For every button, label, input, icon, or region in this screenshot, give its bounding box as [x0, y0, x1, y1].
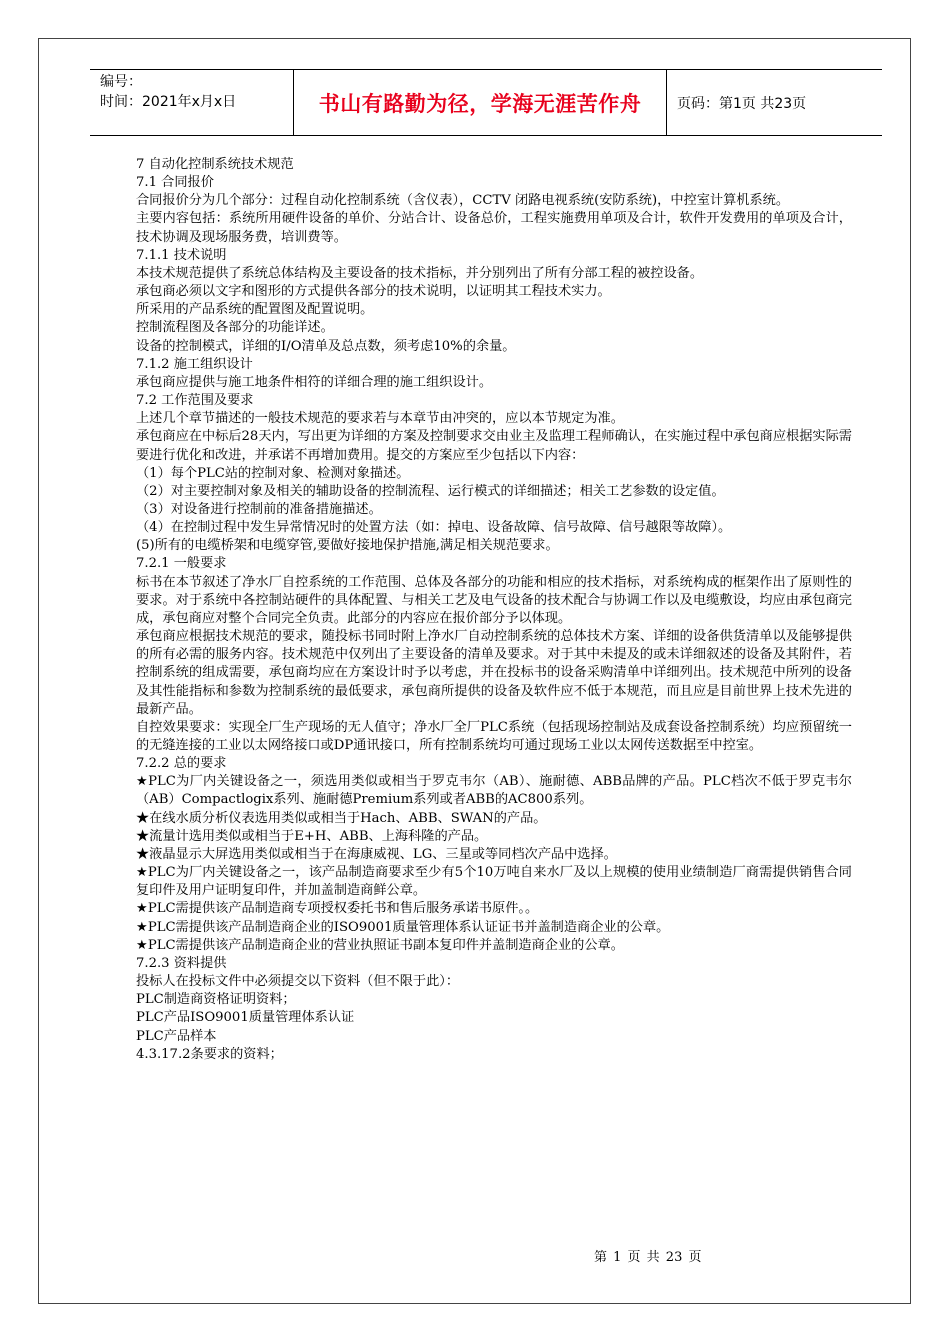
requirement-item: ★在线水质分析仪表选用类似或相当于Hach、ABB、SWAN的产品。 — [136, 810, 547, 826]
body-paragraph: 标书在本节叙述了净水厂自控系统的工作范围、总体及各部分的功能和相应的技术指标，对系统构成的框架作出了原则性的要求。对于系统中各控制站硬件的具体配置、与相关工艺及电气设备的技术配合与协调工作以及电缆敷设，均应由承包商完成，承包商应对整个合同完全负责。此部分的内容应在报价部分予以体现。 — [136, 574, 852, 626]
requirement-item: ★PLC为厂内关键设备之一，须选用类似或相当于罗克韦尔（AB）、施耐德、ABB品牌的产品。PLC档次不低于罗克韦尔（AB）Compactlogix系列、施耐德Premium系列或者ABB的AC800系列。 — [136, 774, 852, 808]
section-heading: 7.2.2 总的要求 — [136, 756, 227, 772]
list-item: PLC产品ISO9001质量管理体系认证 — [136, 1010, 355, 1026]
requirement-item: ★PLC需提供该产品制造商企业的ISO9001质量管理体系认证证书并盖制造商企业的公章。 — [136, 919, 670, 935]
body-paragraph: 合同报价分为几个部分：过程自动化控制系统（含仪表），CCTV 闭路电视系统(安防系统)，中控室计算机系统。 — [136, 193, 790, 209]
body-paragraph: 主要内容包括：系统所用硬件设备的单价、分站合计、设备总价，工程实施费用单项及合计，软件开发费用的单项及合计，技术协调及现场服务费，培训费等。 — [136, 211, 852, 245]
section-heading: 7.2.3 资料提供 — [136, 955, 227, 971]
document-time-label: 时间：2021年x月x日 — [100, 94, 237, 110]
requirement-item: ★PLC需提供该产品制造商企业的营业执照证书副本复印件并盖制造商企业的公章。 — [136, 937, 624, 953]
list-item: （4）在控制过程中发生异常情况时的处置方法（如：掉电、设备故障、信号故障、信号越限等故障）。 — [136, 520, 732, 536]
section-heading: 7.2 工作范围及要求 — [136, 393, 254, 409]
document-header — [90, 69, 882, 136]
list-item: PLC产品样本 — [136, 1028, 217, 1044]
list-item: （3）对设备进行控制前的准备措施描述。 — [136, 501, 382, 517]
section-heading: 7.2.1 一般要求 — [136, 556, 227, 572]
list-item: （1）每个PLC站的控制对象、检测对象描述。 — [136, 465, 410, 481]
header-page-number: 页码：第1页 共23页 — [677, 95, 807, 112]
document-body — [136, 156, 852, 1064]
header-meta — [90, 70, 294, 135]
header-motto: 书山有路勤为径，学海无涯苦作舟 — [294, 70, 667, 135]
body-paragraph: 自控效果要求：实现全厂生产现场的无人值守；净水厂全厂PLC系统（包括现场控制站及成套设备控制系统）均应预留统一的无缝连接的工业以太网络接口或DP通讯接口，所有控制系统均可通过现场工业以太网传送数据至中控室。 — [136, 719, 852, 753]
body-paragraph: 控制流程图及各部分的功能详述。 — [136, 320, 334, 336]
requirement-item: ★PLC需提供该产品制造商专项授权委托书和售后服务承诺书原件。。 — [136, 901, 539, 917]
list-item: （2）对主要控制对象及相关的辅助设备的控制流程、运行模式的详细描述；相关工艺参数的设定值。 — [136, 483, 725, 499]
body-paragraph: 承包商必须以文字和图形的方式提供各部分的技术说明，以证明其工程技术实力。 — [136, 284, 611, 300]
body-paragraph: 上述几个章节描述的一般技术规范的要求若与本章节由冲突的，应以本节规定为准。 — [136, 411, 624, 427]
section-heading: 7.1.1 技术说明 — [136, 247, 227, 263]
section-heading: 7 自动化控制系统技术规范 — [136, 157, 294, 172]
body-paragraph: 设备的控制模式，详细的I/O清单及总点数，须考虑10%的余量。 — [136, 338, 516, 354]
body-paragraph: 所采用的产品系统的配置图及配置说明。 — [136, 302, 374, 318]
list-item: 4.3.17.2条要求的资料； — [136, 1046, 283, 1062]
body-paragraph: 承包商应在中标后28天内，写出更为详细的方案及控制要求交由业主及监理工程师确认，在实施过程中承包商应根据实际需要进行优化和改进，并承诺不再增加费用。提交的方案应至少包括以下内容： — [136, 429, 852, 463]
body-paragraph: 本技术规范提供了系统总体结构及主要设备的技术指标，并分别列出了所有分部工程的被控设备。 — [136, 265, 704, 281]
section-heading: 7.1.2 施工组织设计 — [136, 356, 253, 372]
page-footer: 第 1 页 共 23 页 — [594, 1250, 702, 1265]
requirement-item: ★流量计选用类似或相当于E+H、ABB、上海科隆的产品。 — [136, 828, 488, 844]
requirement-item: ★液晶显示大屏选用类似或相当于在海康威视、LG、三星或等同档次产品中选择。 — [136, 846, 617, 862]
body-paragraph: 承包商应根据技术规范的要求，随投标书同时附上净水厂自动控制系统的总体技术方案、详细的设备供货清单以及能够提供的所有必需的服务内容。技术规范中仅列出了主要设备的清单及要求。对于其中未提及的或未详细叙述的设备及其附件，若控制系统的组成需要，承包商均应在方案设计时予以考虑，并在投标书的设备采购清单中详细列出。技术规范中所列的设备及其性能指标和参数为控制系统的最低要求，承包商所提供的设备及软件应不低于本规范，而且应是目前世界上技术先进的最新产品。 — [136, 629, 852, 717]
list-item: PLC制造商资格证明资料； — [136, 992, 296, 1008]
requirement-item: ★PLC为厂内关键设备之一，该产品制造商要求至少有5个10万吨自来水厂及以上规模的使用业绩制造厂商需提供销售合同复印件及用户证明复印件，并加盖制造商鲜公章。 — [136, 865, 852, 899]
body-paragraph: 投标人在投标文件中必须提交以下资料（但不限于此）： — [136, 974, 460, 990]
section-heading: 7.1 合同报价 — [136, 175, 214, 191]
document-number-label: 编号： — [100, 74, 142, 90]
list-item: (5)所有的电缆桥架和电缆穿管,要做好接地保护措施,满足相关规范要求。 — [136, 538, 559, 554]
body-paragraph: 承包商应提供与施工地条件相符的详细合理的施工组织设计。 — [136, 374, 493, 390]
